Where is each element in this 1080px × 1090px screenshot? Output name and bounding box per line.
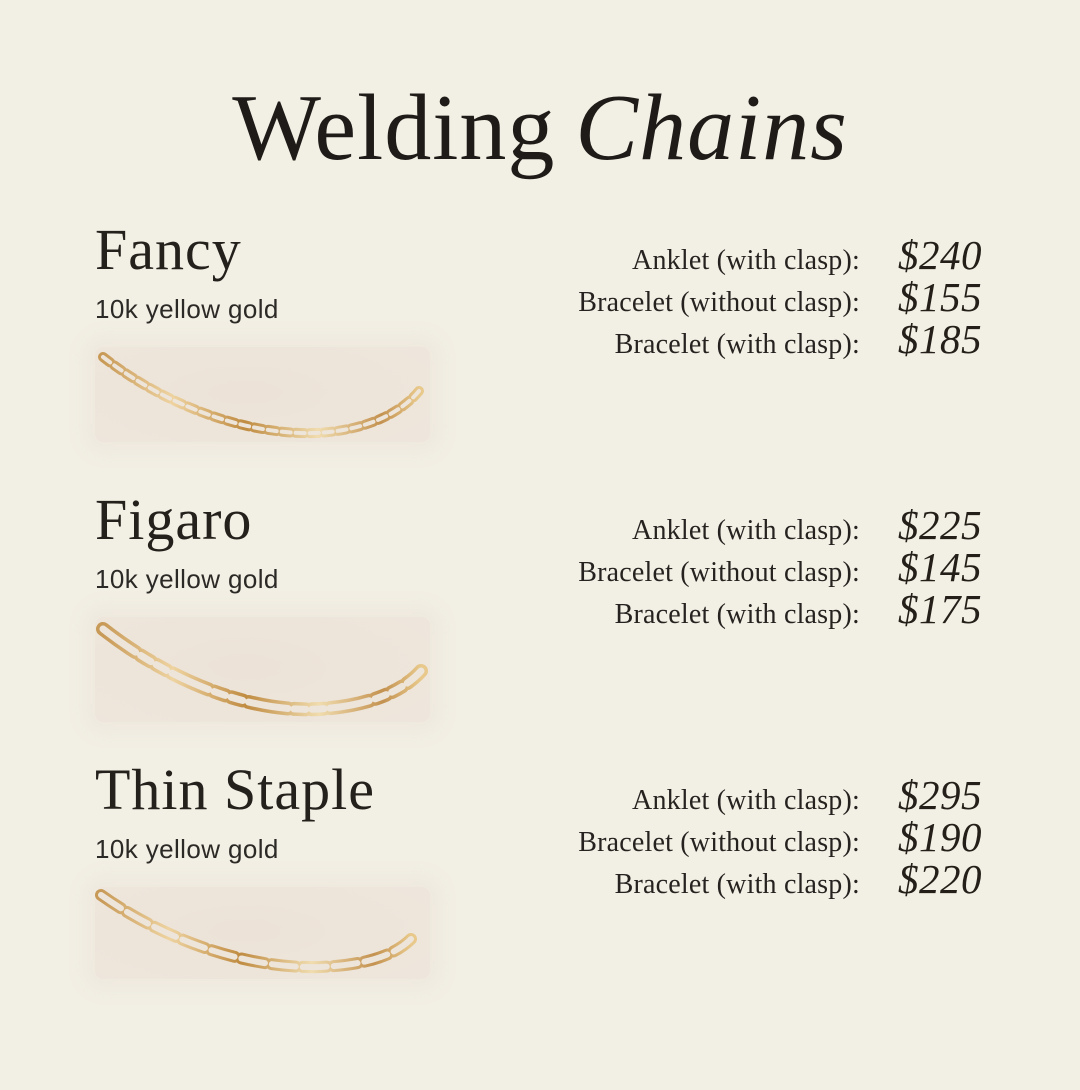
title-italic: Chains bbox=[575, 76, 848, 180]
price-label: Anklet (with clasp): bbox=[632, 245, 860, 276]
price-value: $220 bbox=[898, 856, 982, 902]
price-row bbox=[578, 276, 982, 318]
section-fancy bbox=[95, 217, 982, 470]
chain-photo-figaro bbox=[95, 617, 430, 722]
price-value: $155 bbox=[898, 274, 982, 320]
price-row bbox=[578, 504, 982, 546]
chain-photo-thin-staple bbox=[95, 887, 430, 979]
product-material: 10k yellow gold bbox=[95, 563, 279, 594]
staple-chain-illustration bbox=[95, 887, 430, 979]
chain-photo-fancy bbox=[95, 347, 430, 442]
price-label: Bracelet (without clasp): bbox=[578, 287, 860, 318]
price-row bbox=[578, 858, 982, 900]
figaro-chain-illustration bbox=[95, 617, 430, 722]
price-label: Bracelet (with clasp): bbox=[614, 329, 860, 360]
price-value: $295 bbox=[898, 772, 982, 818]
product-material: 10k yellow gold bbox=[95, 833, 279, 864]
page-title bbox=[0, 74, 1080, 182]
price-label: Bracelet (without clasp): bbox=[578, 827, 860, 858]
price-label: Bracelet (with clasp): bbox=[614, 599, 860, 630]
price-value: $185 bbox=[898, 316, 982, 362]
product-material: 10k yellow gold bbox=[95, 293, 279, 324]
price-list bbox=[578, 774, 982, 900]
section-figaro bbox=[95, 487, 982, 740]
price-value: $225 bbox=[898, 502, 982, 548]
price-label: Anklet (with clasp): bbox=[632, 515, 860, 546]
price-row bbox=[578, 774, 982, 816]
title-regular: Welding bbox=[232, 76, 556, 180]
price-row bbox=[578, 318, 982, 360]
fancy-chain-illustration bbox=[95, 347, 430, 442]
price-list bbox=[578, 504, 982, 630]
price-value: $240 bbox=[898, 232, 982, 278]
product-name: Thin Staple bbox=[95, 757, 376, 822]
product-name: Fancy bbox=[95, 217, 242, 282]
price-row bbox=[578, 234, 982, 276]
price-row bbox=[578, 816, 982, 858]
price-value: $145 bbox=[898, 544, 982, 590]
price-label: Bracelet (without clasp): bbox=[578, 557, 860, 588]
price-label: Bracelet (with clasp): bbox=[614, 869, 860, 900]
price-list bbox=[578, 234, 982, 360]
price-row bbox=[578, 588, 982, 630]
product-name: Figaro bbox=[95, 487, 253, 552]
price-label: Anklet (with clasp): bbox=[632, 785, 860, 816]
price-value: $190 bbox=[898, 814, 982, 860]
price-value: $175 bbox=[898, 586, 982, 632]
price-row bbox=[578, 546, 982, 588]
section-thin-staple bbox=[95, 757, 982, 1010]
